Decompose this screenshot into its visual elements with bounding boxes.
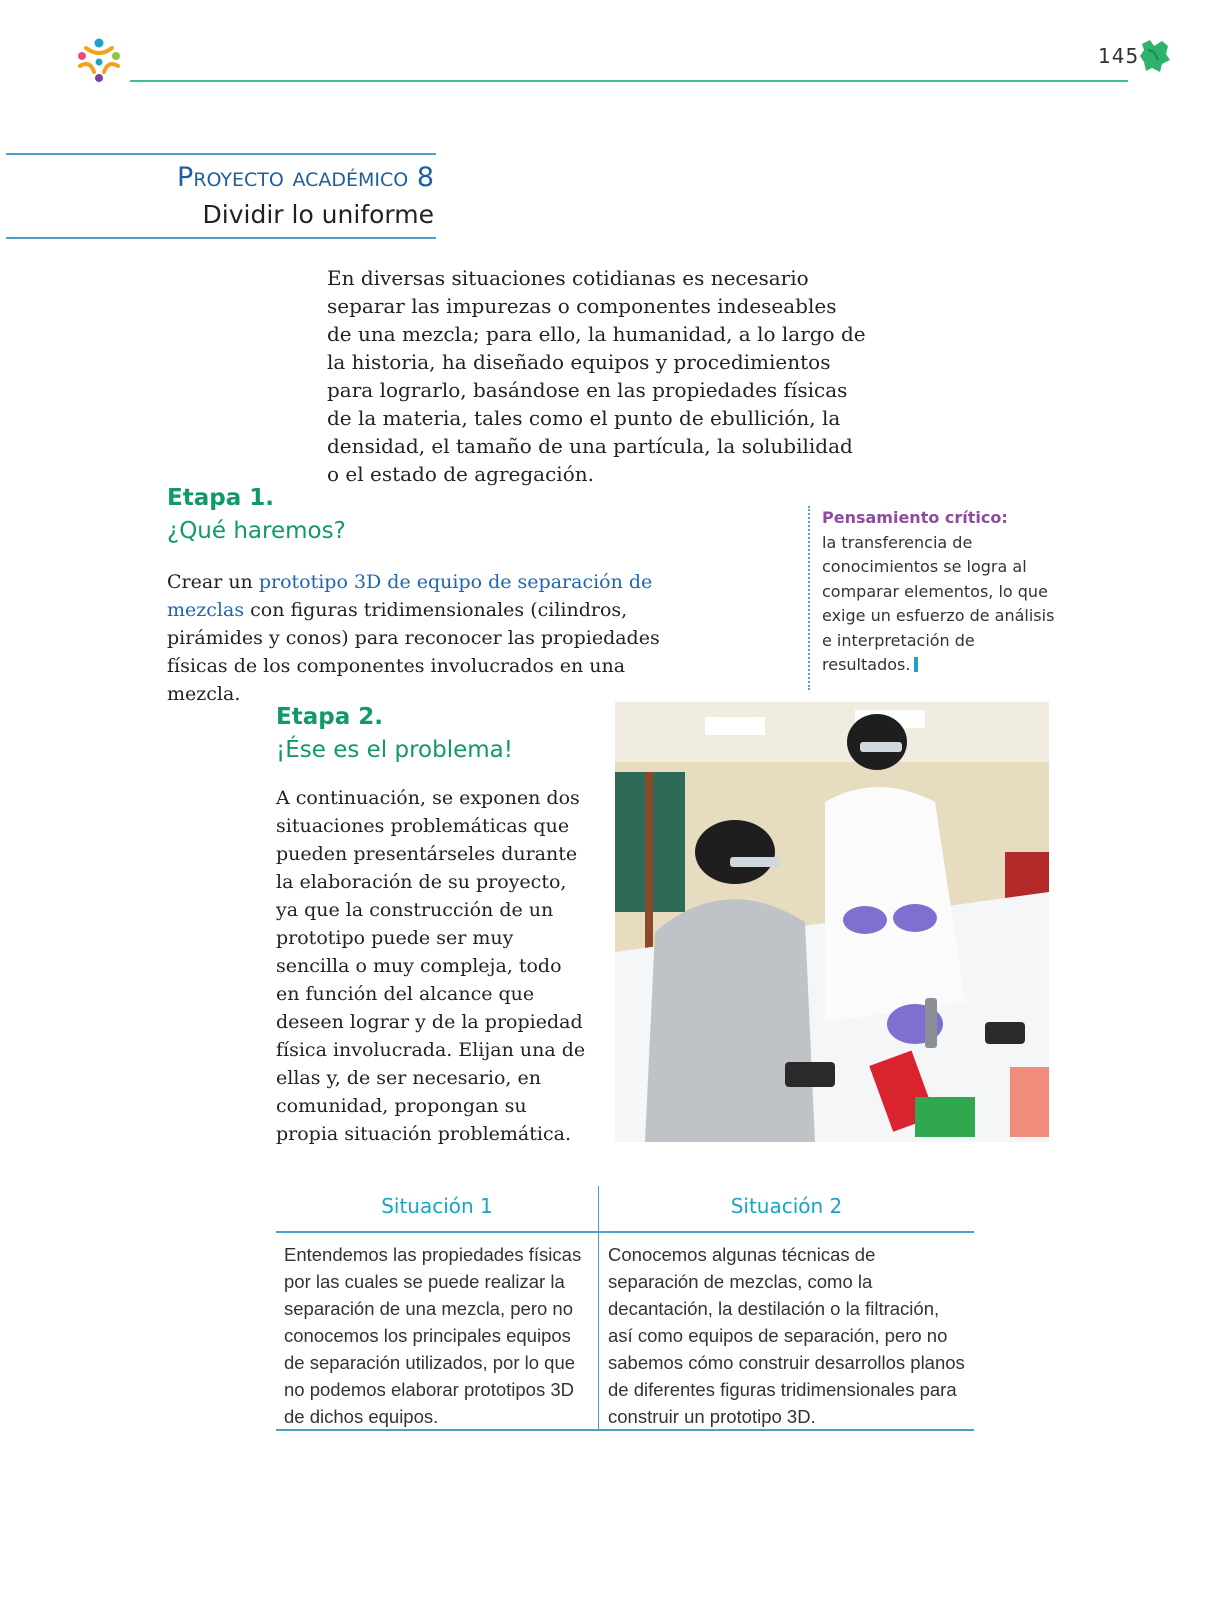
stage1-heading: Etapa 1. [167, 485, 274, 511]
project-subtitle: Dividir lo uniforme [202, 200, 434, 229]
sidebar-text-wrap [822, 531, 1062, 678]
table-header-2: Situación 2 [730, 1194, 843, 1218]
project-title: Proyecto académico 8 [177, 162, 434, 193]
stage1-paragraph [167, 568, 687, 708]
table-cell-1: Entendemos las propiedades físicas por las cuales se puede realizar la separación de una mezcla, pero no conocemos los principales equipos de separación utilizados, por lo que no podemos elaborar prototipos 3D de dichos equipos. [284, 1244, 582, 1427]
sidebar-title: Pensamiento crítico: [822, 508, 1008, 527]
stage2-heading: Etapa 2. [276, 704, 383, 730]
green-map-icon [1138, 38, 1172, 74]
sidebar-text: la transferencia de conocimientos se logra al comparar elementos, lo que exige un esfuerzo de análisis e interpretación de resultados. [822, 532, 1055, 674]
intro-paragraph: En diversas situaciones cotidianas es necesario separar las impurezas o componentes indeseables de una mezcla; para ello, la humanidad, a lo largo de la historia, ha diseñado equipos y procedimientos para lograrlo, basándose en las propiedades físicas de la materia, tales como el punto de ebullición, la densidad, el tamaño de una partícula, la solubilidad o el estado de agregación. [327, 266, 866, 486]
stage2-question: ¡Ése es el problema! [276, 737, 513, 763]
situations-table [276, 1186, 974, 1431]
end-marker-icon [914, 657, 918, 672]
stage1-text-before: Crear un [167, 571, 259, 593]
stage2-paragraph: A continuación, se exponen dos situaciones problemáticas que pueden presentárseles durante la elaboración de su proyecto, ya que la construcción de un prototipo puede ser muy sencilla o muy compleja, todo en función del alcance que deseen lograr y de la propiedad física involucrada. Elijan una de ellas y, de ser necesario, en comunidad, propongan su propia situación problemática. [276, 787, 586, 1145]
title-top-rule [6, 153, 436, 155]
table-cell-2: Conocemos algunas técnicas de separación de mezclas, como la decantación, la destilación o la filtración, así como equipos de separación, pero no sabemos cómo construir desarrollos planos de diferentes figuras tridimensionales para construir un prototipo 3D. [608, 1244, 965, 1427]
table-column-divider [598, 1186, 599, 1431]
table-header-1: Situación 1 [381, 1194, 493, 1218]
title-bottom-rule [6, 237, 436, 239]
table-bottom-rule [276, 1429, 974, 1431]
logo-icon [72, 34, 126, 84]
page-number: 145 [1098, 44, 1140, 68]
header-divider [130, 80, 1128, 82]
lab-students-photo [615, 702, 1049, 1142]
stage1-text-after: con figuras tridimensionales (cilindros, pirámides y conos) para reconocer las propiedades físicas de los componentes involucrados en una mezcla. [167, 599, 660, 705]
critical-thinking-box [808, 506, 1062, 690]
stage1-highlight: prototipo 3D de equipo de separación de mezclas [167, 571, 653, 621]
table-header-rule [276, 1231, 974, 1233]
stage1-question: ¿Qué haremos? [167, 518, 346, 544]
